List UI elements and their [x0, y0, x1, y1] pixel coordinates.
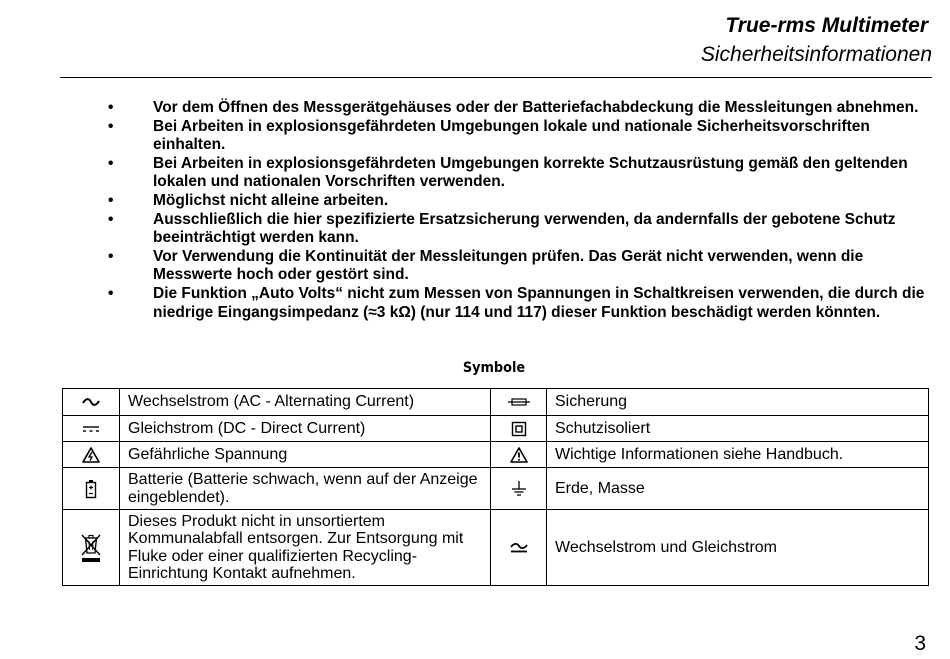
bullet-text: Die Funktion „Auto Volts“ nicht zum Messen von Spannungen in Schaltkreisen verwenden, die durch die niedrige Eingangsimpedanz (≈3 kΩ) (nur 114 und 117) dieser Funktion beschädigt werden könnten.: [153, 284, 925, 321]
bullet-text: Vor dem Öffnen des Messgerätgehäuses oder der Batteriefachabdeckung die Messleitungen abnehmen.: [153, 99, 919, 116]
page-number: 3: [914, 632, 926, 655]
list-item: [108, 99, 928, 118]
bullet-text: Bei Arbeiten in explosionsgefährdeten Umgebungen lokale und nationale Sicherheitsvorschriften einhalten.: [153, 117, 870, 154]
symbols-table: [62, 388, 929, 586]
ground-icon: [491, 468, 547, 510]
symbols-heading: Symbole: [462, 360, 526, 376]
double-insulation-icon: [491, 416, 547, 442]
table-row: [63, 416, 929, 442]
document-title: True-rms Multimeter: [725, 14, 928, 37]
symbol-description: Wechselstrom und Gleichstrom: [547, 510, 929, 586]
weee-bin-icon: [63, 510, 120, 586]
list-item: [108, 285, 928, 322]
ac-dc-icon: [491, 510, 547, 586]
battery-icon: [63, 468, 120, 510]
section-subtitle: Sicherheitsinformationen: [700, 43, 932, 66]
table-row: [63, 442, 929, 468]
symbol-description: Gefährliche Spannung: [120, 442, 491, 468]
bullet-text: Vor Verwendung die Kontinuität der Messleitungen prüfen. Das Gerät nicht verwenden, wenn die Messwerte hoch oder gestört sind.: [153, 247, 864, 284]
header-rule: [60, 77, 932, 78]
safety-list: [108, 99, 928, 322]
list-item: [108, 192, 928, 211]
dc-icon: [63, 416, 120, 442]
ac-wave-icon: [63, 389, 120, 416]
table-row: [63, 389, 929, 416]
symbol-description: Dieses Produkt nicht in unsortiertem Kommunalabfall entsorgen. Zur Entsorgung mit Fluke oder einer qualifizierten Recycling-Einrichtung Kontakt aufnehmen.: [120, 510, 491, 586]
list-item: [108, 118, 928, 155]
bullet-marker: •: [108, 191, 114, 209]
fuse-icon: [491, 389, 547, 416]
list-item: [108, 248, 928, 285]
bullet-marker: •: [108, 99, 114, 116]
symbol-description: Sicherung: [547, 389, 929, 416]
symbol-description: Wichtige Informationen siehe Handbuch.: [547, 442, 929, 468]
table-row: [63, 510, 929, 586]
symbol-description: Gleichstrom (DC - Direct Current): [120, 416, 491, 442]
high-voltage-warning-icon: [63, 442, 120, 468]
bullet-marker: •: [108, 284, 114, 302]
bullet-text: Möglichst nicht alleine arbeiten.: [153, 191, 389, 209]
list-item: [108, 155, 928, 192]
bullet-text: Ausschließlich die hier spezifizierte Ersatzsicherung verwenden, da andernfalls der gebotene Schutz beeinträchtigt werden kann.: [153, 210, 896, 247]
symbol-description: Erde, Masse: [547, 468, 929, 510]
symbol-description: Batterie (Batterie schwach, wenn auf der Anzeige eingeblendet).: [120, 468, 491, 510]
table-row: [63, 468, 929, 510]
list-item: [108, 211, 928, 248]
bullet-marker: •: [108, 210, 114, 228]
caution-icon: [491, 442, 547, 468]
bullet-marker: •: [108, 154, 114, 172]
symbol-description: Schutzisoliert: [547, 416, 929, 442]
symbol-description: Wechselstrom (AC - Alternating Current): [120, 389, 491, 416]
bullet-marker: •: [108, 247, 114, 265]
bullet-marker: •: [108, 117, 114, 135]
bullet-text: Bei Arbeiten in explosionsgefährdeten Umgebungen korrekte Schutzausrüstung gemäß den geltenden lokalen und nationalen Vorschriften verwenden.: [153, 154, 908, 191]
